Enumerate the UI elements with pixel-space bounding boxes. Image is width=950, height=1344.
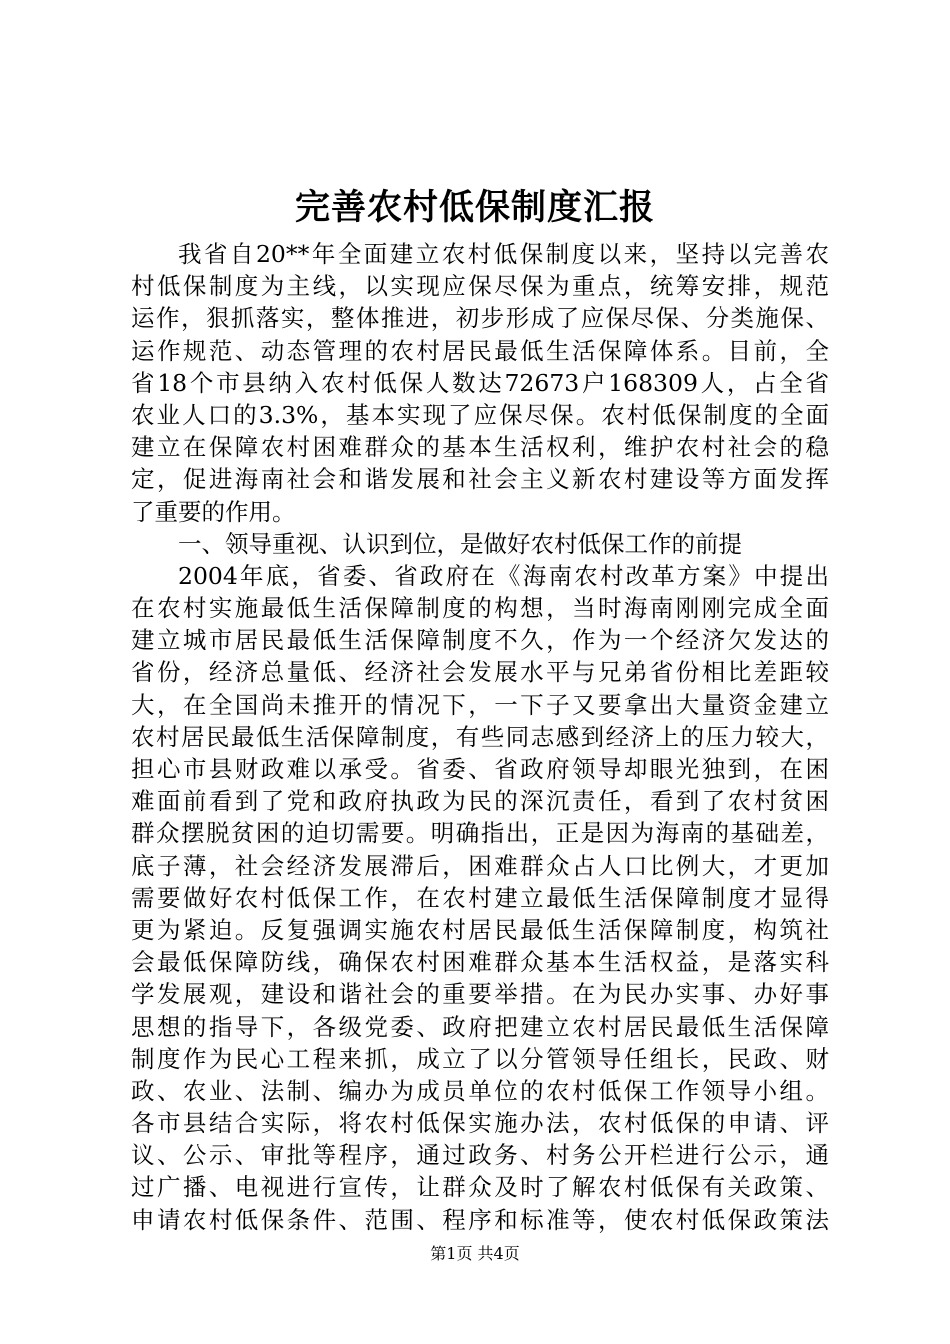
text-line: 农村居民最低生活保障制度，有些同志感到经济上的压力较大，	[131, 722, 829, 751]
text-line: 政、农业、法制、编办为成员单位的农村低保工作领导小组。	[131, 1076, 829, 1105]
text-line: 更为紧迫。反复强调实施农村居民最低生活保障制度，构筑社	[131, 915, 829, 944]
text-line: 各市县结合实际，将农村低保实施办法，农村低保的申请、评	[131, 1109, 829, 1138]
text-line: 建立在保障农村困难群众的基本生活权利，维护农村社会的稳	[131, 433, 829, 462]
text-line: 农业人口的3.3%，基本实现了应保尽保。农村低保制度的全面	[131, 400, 829, 429]
text-line: 过广播、电视进行宣传，让群众及时了解农村低保有关政策、	[131, 1173, 829, 1202]
text-line: 难面前看到了党和政府执政为民的深沉责任，看到了农村贫困	[131, 787, 829, 816]
document-title: 完善农村低保制度汇报	[294, 187, 655, 228]
text-line: 村低保制度为主线，以实现应保尽保为重点，统筹安排，规范	[131, 272, 829, 301]
text-line: 学发展观，建设和谐社会的重要举措。在为民办实事、办好事	[131, 980, 829, 1009]
text-line: 大，在全国尚未推开的情况下，一下子又要拿出大量资金建立	[131, 690, 829, 719]
text-line: 底子薄，社会经济发展滞后，困难群众占人口比例大，才更加	[131, 851, 829, 880]
text-line: 定，促进海南社会和谐发展和社会主义新农村建设等方面发挥	[131, 465, 829, 494]
text-line: 需要做好农村低保工作，在农村建立最低生活保障制度才显得	[131, 883, 829, 912]
text-line: 省份，经济总量低、经济社会发展水平与兄弟省份相比差距较	[131, 658, 829, 687]
text-line: 运作规范、动态管理的农村居民最低生活保障体系。目前，全	[131, 336, 829, 365]
text-line: 了重要的作用。	[131, 497, 296, 526]
text-line: 建立城市居民最低生活保障制度不久，作为一个经济欠发达的	[131, 626, 829, 655]
text-line: 思想的指导下，各级党委、政府把建立农村居民最低生活保障	[131, 1012, 829, 1041]
text-line: 会最低保障防线，确保农村困难群众基本生活权益，是落实科	[131, 948, 829, 977]
page-footer	[0, 1243, 950, 1265]
text-line: 制度作为民心工程来抓，成立了以分管领导任组长，民政、财	[131, 1044, 829, 1073]
text-line: 申请农村低保条件、范围、程序和标准等，使农村低保政策法	[131, 1205, 829, 1234]
text-line: 省18个市县纳入农村低保人数达72673户168309人，占全省	[131, 368, 829, 397]
text-line: 我省自20**年全面建立农村低保制度以来，坚持以完善农	[178, 240, 829, 268]
text-line: 议、公示、审批等程序，通过政务、村务公开栏进行公示，通	[131, 1141, 829, 1170]
text-line: 在农村实施最低生活保障制度的构想，当时海南刚刚完成全面	[131, 594, 829, 623]
text-line: 2004年底，省委、省政府在《海南农村改革方案》中提出	[178, 561, 829, 590]
page-indicator: 第1页 共4页	[430, 1244, 520, 1263]
text-line: 运作，狠抓落实，整体推进，初步形成了应保尽保、分类施保、	[131, 304, 829, 333]
text-line: 担心市县财政难以承受。省委、省政府领导却眼光独到，在困	[131, 755, 829, 783]
text-line: 群众摆脱贫困的迫切需要。明确指出，正是因为海南的基础差，	[131, 819, 829, 848]
section-heading: 一、领导重视、认识到位，是做好农村低保工作的前提	[178, 529, 742, 558]
document-body	[131, 238, 829, 1236]
